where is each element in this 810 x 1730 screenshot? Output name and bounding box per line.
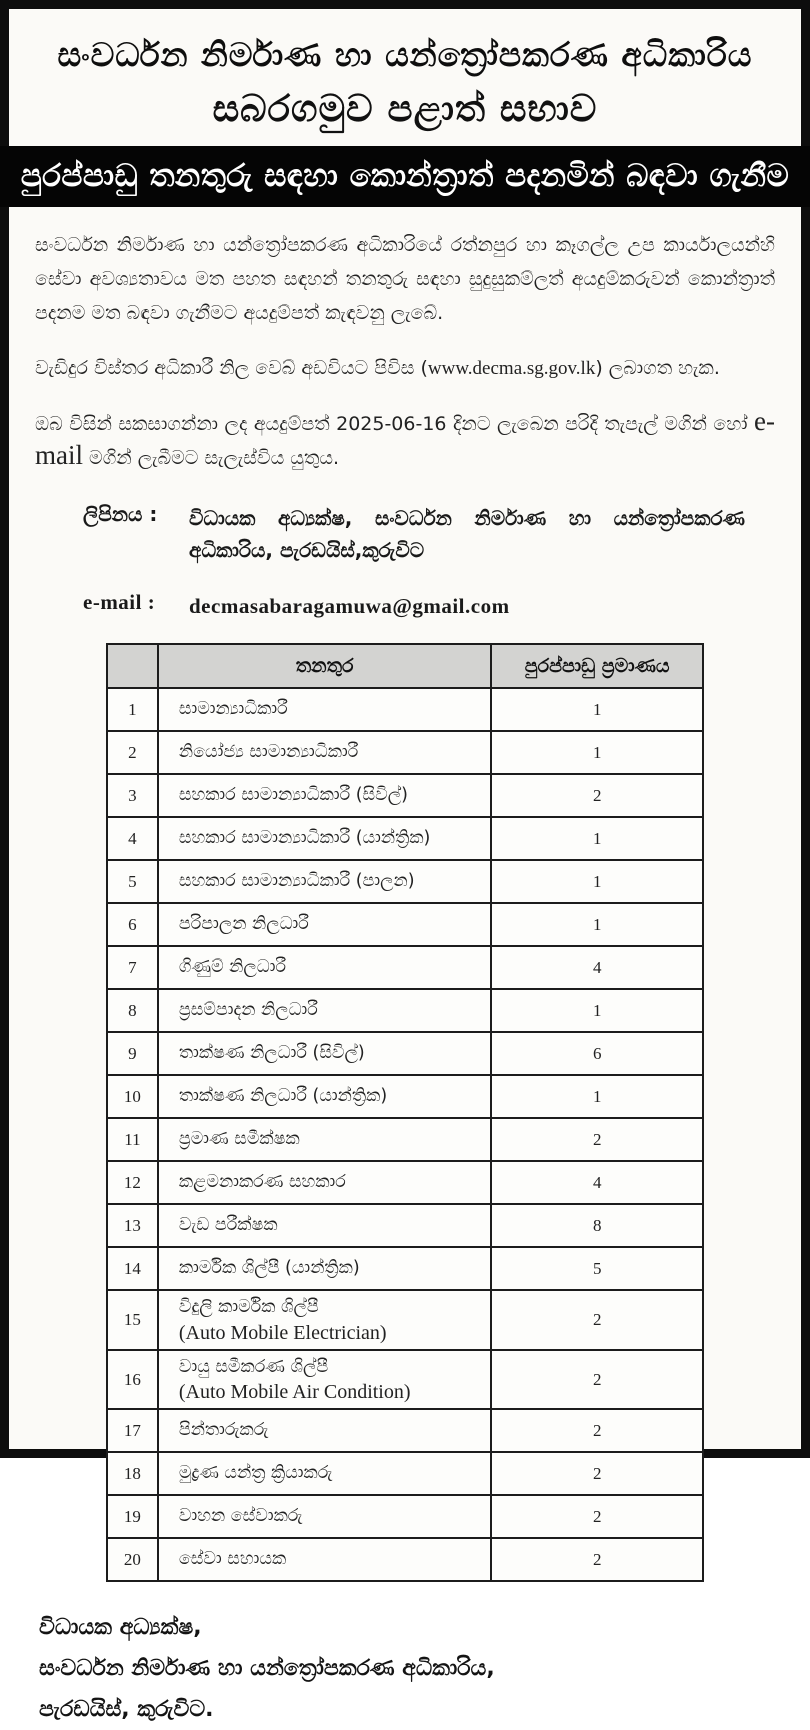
table-row [107, 1495, 703, 1538]
vacancy-count: 6 [491, 1032, 703, 1075]
row-number: 7 [107, 946, 158, 989]
vacancy-table-body [107, 688, 703, 1581]
website-paragraph-after: ) ලබාගත හැක. [595, 357, 720, 380]
vacancy-count: 1 [491, 688, 703, 731]
vacancy-count: 2 [491, 1538, 703, 1581]
vacancy-count: 1 [491, 731, 703, 774]
vacancy-count: 2 [491, 774, 703, 817]
vacancy-count: 5 [491, 1247, 703, 1290]
position-cell [158, 1204, 492, 1247]
row-number: 17 [107, 1409, 158, 1452]
vacancy-count: 2 [491, 1118, 703, 1161]
table-row [107, 1161, 703, 1204]
signatory-title: විධායක අධ්‍යක්ෂ, [39, 1615, 202, 1641]
vacancy-count: 1 [491, 860, 703, 903]
intro-paragraph: සංවර්ධන නිර්මාණ හා යන්ත්‍රෝපකරණ අධිකාරියේ රත්නපුර හා කෑගල්ල උප කාර්යාලයන්හි සේවා අවශ්‍යතාවය මත පහත සඳහන් තනතුරු සඳහා සුදුසුකම්ලත් අයදුම්කරුවන් කොන්ත්‍රාත් පදනම මත බඳවා ගැනීමට අයදුම්පත් කැඳවනු ලැබේ. [35, 234, 775, 324]
vacancy-count: 1 [491, 1075, 703, 1118]
position-cell [158, 1032, 492, 1075]
vacancy-count: 2 [491, 1290, 703, 1349]
vacancy-count: 1 [491, 903, 703, 946]
position-name-english: (Auto Mobile Air Condition) [178, 1381, 411, 1404]
row-number: 2 [107, 731, 158, 774]
table-row [107, 989, 703, 1032]
row-number: 9 [107, 1032, 158, 1075]
email-row [83, 590, 775, 624]
position-name-sinhala: පින්තාරුකරු [178, 1420, 269, 1441]
vacancy-count: 1 [491, 817, 703, 860]
row-number: 1 [107, 688, 158, 731]
vacancy-table-wrapper [106, 643, 704, 1582]
table-row [107, 731, 703, 774]
table-row [107, 1032, 703, 1075]
row-number: 4 [107, 817, 158, 860]
table-row [107, 1118, 703, 1161]
position-name-sinhala: සාමාන්‍යාධිකාරී [178, 699, 288, 720]
position-cell [158, 989, 492, 1032]
email-address: decmasabaragamuwa@gmail.com [189, 593, 510, 618]
vacancy-table [106, 643, 704, 1582]
vacancy-count: 2 [491, 1452, 703, 1495]
row-number: 19 [107, 1495, 158, 1538]
position-cell [158, 1118, 492, 1161]
website-paragraph-before: වැඩිදුර විස්තර අධිකාරී නිල වෙබ් අඩවියට පිවිස ( [35, 357, 428, 380]
council-title: සබරගමුව පළාත් සභාව [212, 87, 598, 130]
row-number: 14 [107, 1247, 158, 1290]
position-cell [158, 1495, 492, 1538]
position-cell [158, 817, 492, 860]
website-paragraph [35, 352, 775, 386]
recruitment-banner: පුරප්පාඩු තනතුරු සඳහා කොන්ත්‍රාත් පදනමින් බඳවා ගැනීම [0, 146, 810, 207]
position-cell [158, 1161, 492, 1204]
signature-block [39, 1608, 801, 1730]
position-name-sinhala: සහකාර සාමාන්‍යාධිකාරී (යාන්ත්‍රික) [178, 828, 431, 849]
deadline-paragraph [35, 408, 775, 476]
vacancy-count: 1 [491, 989, 703, 1032]
position-name-sinhala: ප්‍රසම්පාදන නිලධාරී [178, 1000, 318, 1021]
table-row [107, 1290, 703, 1349]
signatory-organization: සංවර්ධන නිර්මාණ හා යන්ත්‍රෝපකරණ අධිකාරිය, [39, 1655, 495, 1681]
position-name-sinhala: තාක්ෂණ නිලධාරී (යාන්ත්‍රික) [178, 1086, 388, 1107]
table-row [107, 774, 703, 817]
row-number: 6 [107, 903, 158, 946]
position-cell [158, 1538, 492, 1581]
table-row [107, 1247, 703, 1290]
position-name-sinhala: කළමනාකරණ සහකාර [178, 1172, 346, 1193]
row-number: 13 [107, 1204, 158, 1247]
row-number: 15 [107, 1290, 158, 1349]
header-vacancies-cell: පුරප්පාඩු ප්‍රමාණය [491, 644, 703, 688]
position-name-sinhala: සේවා සහායක [178, 1549, 287, 1570]
position-name-sinhala: මුද්‍රණ යන්ත්‍ර ක්‍රියාකරු [178, 1463, 333, 1484]
position-cell [158, 946, 492, 989]
row-number: 16 [107, 1350, 158, 1409]
table-header-row [107, 644, 703, 688]
position-cell [158, 1409, 492, 1452]
row-number: 5 [107, 860, 158, 903]
header-position-cell: තනතුර [158, 644, 492, 688]
vacancy-count: 2 [491, 1409, 703, 1452]
email-word: e-mail [35, 406, 775, 471]
table-row [107, 1538, 703, 1581]
table-row [107, 1452, 703, 1495]
position-cell [158, 1452, 492, 1495]
table-row [107, 946, 703, 989]
table-row [107, 1204, 703, 1247]
position-name-sinhala: සහකාර සාමාන්‍යාධිකාරී (පාලන) [178, 871, 415, 892]
position-cell [158, 1075, 492, 1118]
vacancy-count: 4 [491, 1161, 703, 1204]
table-row [107, 817, 703, 860]
row-number: 11 [107, 1118, 158, 1161]
position-name-sinhala: පරිපාලන නිලධාරී [178, 914, 309, 935]
row-number: 20 [107, 1538, 158, 1581]
address-label: ලිපිනය : [83, 501, 158, 526]
vacancy-count: 2 [491, 1495, 703, 1538]
position-cell [158, 731, 492, 774]
position-name-sinhala: ප්‍රමාණ සමීක්ෂක [178, 1129, 300, 1150]
position-name-sinhala: විදුලි කාර්මික ශිල්පී [178, 1297, 319, 1318]
signatory-address: පැරඩයිස්, කුරුවිට. [39, 1696, 214, 1722]
position-cell [158, 688, 492, 731]
position-name-sinhala: වැඩ පරීක්ෂක [178, 1215, 278, 1236]
row-number: 18 [107, 1452, 158, 1495]
table-row [107, 1409, 703, 1452]
table-row [107, 1075, 703, 1118]
position-cell [158, 860, 492, 903]
position-name-english: (Auto Mobile Electrician) [178, 1321, 387, 1344]
position-name-sinhala: වාහන සේවාකරු [178, 1506, 303, 1527]
table-row [107, 860, 703, 903]
deadline-paragraph-before: ඔබ විසින් සකසාගන්නා ලද අයදුම්පත් 2025-06-16 දිනට ලැබෙන පරිදි තැපැල් මගින් හෝ [35, 413, 755, 436]
table-row [107, 688, 703, 731]
position-cell [158, 1350, 492, 1409]
row-number: 12 [107, 1161, 158, 1204]
website-url: www.decma.sg.gov.lk [427, 358, 596, 380]
email-label: e-mail : [83, 589, 156, 614]
position-cell [158, 1290, 492, 1349]
position-cell [158, 903, 492, 946]
table-row [107, 903, 703, 946]
contact-block [35, 502, 775, 624]
position-name-sinhala: නියෝජ්‍ය සාමාන්‍යාධිකාරී [178, 742, 359, 763]
position-cell [158, 1247, 492, 1290]
row-number: 8 [107, 989, 158, 1032]
vacancy-count: 8 [491, 1204, 703, 1247]
vacancy-count: 4 [491, 946, 703, 989]
notice-body [9, 229, 801, 623]
row-number: 10 [107, 1075, 158, 1118]
address-value: විධායක අධ්‍යක්ෂ, සංවර්ධන නිර්මාණ හා යන්ත්‍රෝපකරණ අධිකාරිය, පැරඩයිස්,කුරුවිට [189, 505, 745, 562]
row-number: 3 [107, 774, 158, 817]
position-name-sinhala: සහකාර සාමාන්‍යාධිකාරී (සිවිල්) [178, 785, 408, 806]
position-cell [158, 774, 492, 817]
address-row [83, 502, 775, 566]
deadline-paragraph-after: මගින් ලැබීමට සැලැස්විය යුතුය. [83, 447, 340, 470]
position-name-sinhala: කාර්මික ශිල්පී (යාන්ත්‍රික) [178, 1258, 360, 1279]
vacancy-count: 2 [491, 1350, 703, 1409]
authority-title: සංවර්ධන නිර්මාණ හා යන්ත්‍රෝපකරණ අධිකාරිය [57, 35, 753, 74]
header-number-cell [107, 644, 158, 688]
table-row [107, 1350, 703, 1409]
position-name-sinhala: ගිණුම් නිලධාරී [178, 957, 287, 978]
position-name-sinhala: තාක්ෂණ නිලධාරී (සිවිල්) [178, 1043, 365, 1064]
position-name-sinhala: වායු සමීකරණ ශිල්පී [178, 1356, 329, 1377]
